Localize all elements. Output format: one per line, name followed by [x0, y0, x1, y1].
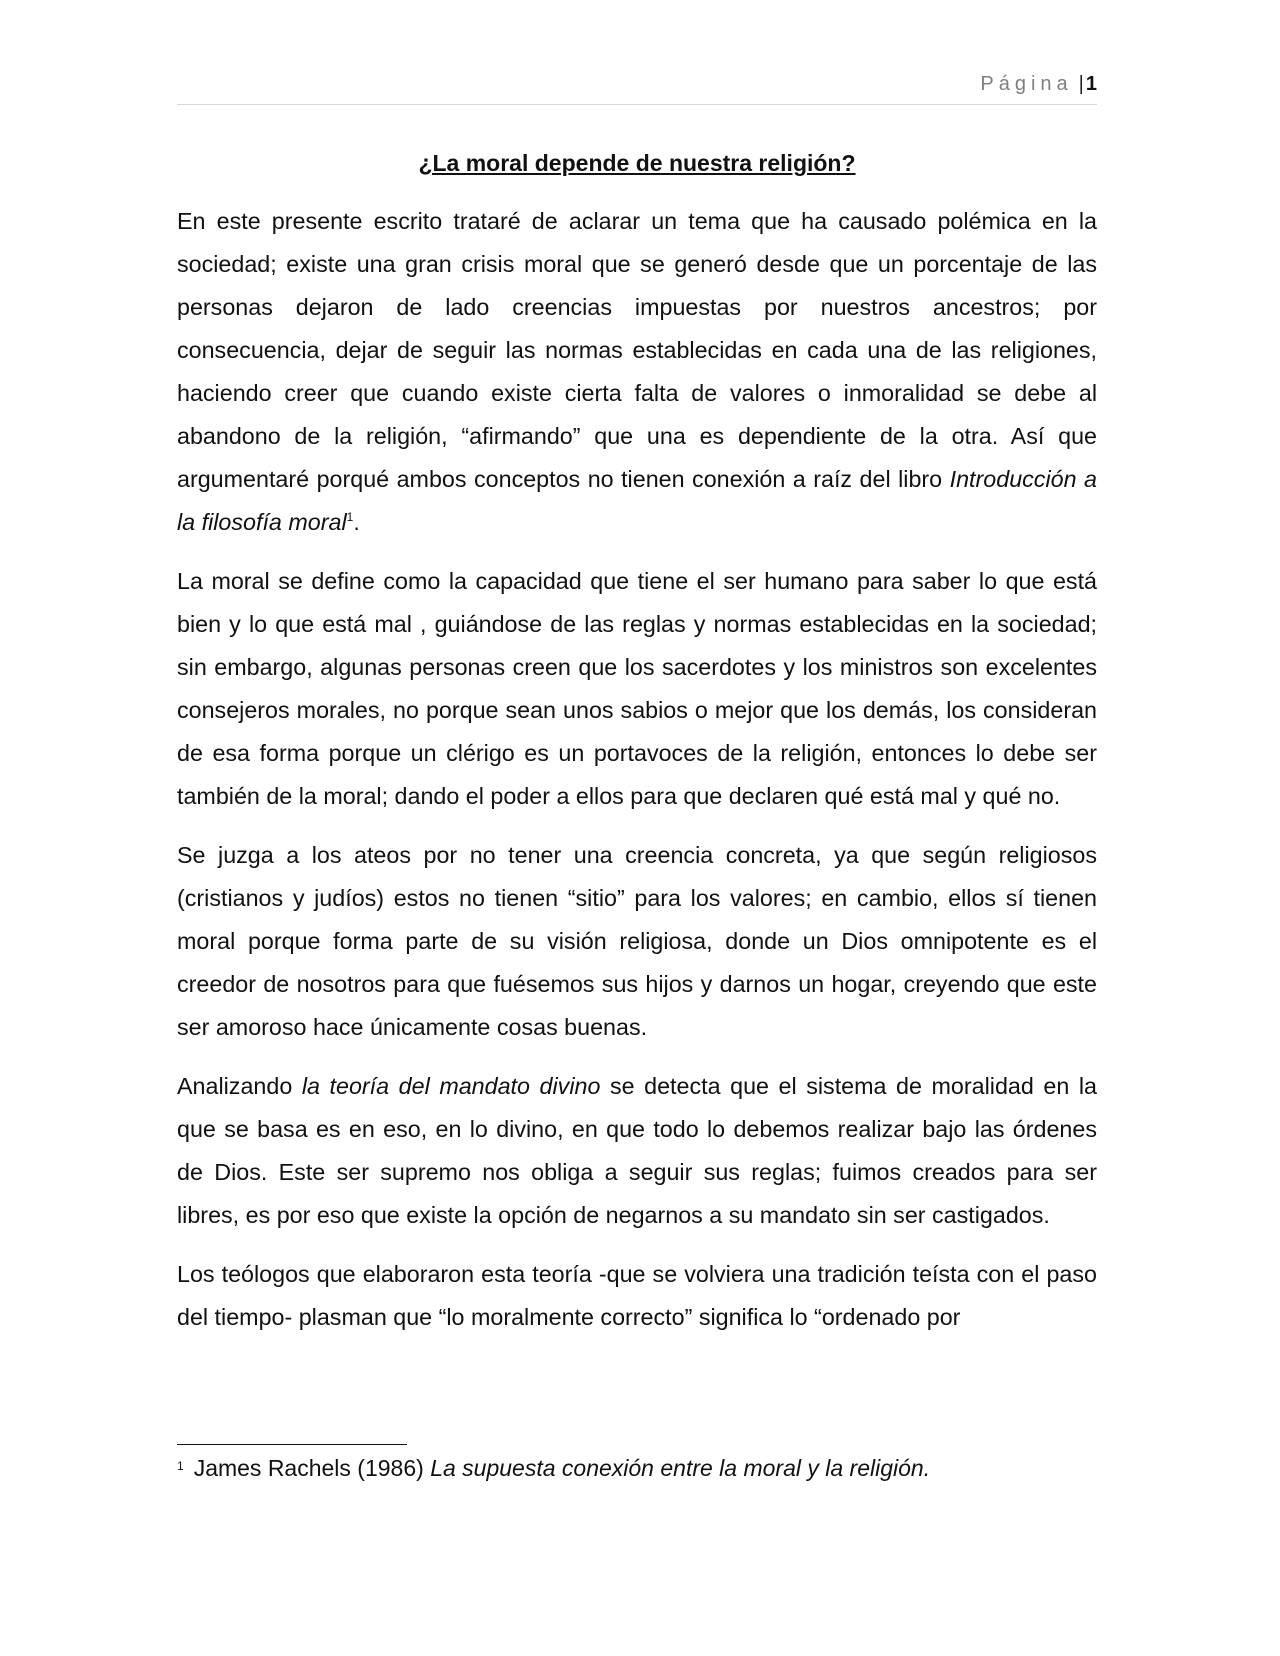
- footnote-work: La supuesta conexión entre la moral y la religión.: [430, 1455, 931, 1481]
- page-separator: |: [1078, 73, 1084, 95]
- paragraph-1: [177, 200, 1097, 544]
- page-number: 1: [1085, 73, 1097, 95]
- paragraph-4: [177, 1065, 1097, 1237]
- document-title: ¿La moral depende de nuestra religión?: [418, 150, 856, 176]
- footnote-reference[interactable]: 1: [346, 510, 354, 525]
- page-label: Página: [980, 73, 1073, 95]
- paragraph-5: Los teólogos que elaboraron esta teoría -que se volviera una tradición teísta con el paso del tiempo- plasman que “lo moralmente correcto” significa lo “ordenado por: [177, 1261, 1097, 1330]
- paragraph-4-lead: Analizando: [177, 1073, 302, 1099]
- page-header: [177, 70, 1097, 105]
- paragraph-2: La moral se define como la capacidad que tiene el ser humano para saber lo que está bien y lo que está mal , guiándose de las reglas y normas establecidas en la sociedad; sin embargo, algunas personas creen que los sacerdotes y los ministros son excelentes consejeros morales, no porque sean unos sabios o mejor que los demás, los consideran de esa forma porque un clérigo es un portavoces de la religión, entonces lo debe ser también de la moral; dando el poder a ellos para que declaren qué está mal y qué no.: [177, 568, 1097, 809]
- document-body: [177, 200, 1097, 1339]
- paragraph-1-end: .: [353, 509, 360, 535]
- paragraph-1-text: En este presente escrito trataré de aclarar un tema que ha causado polémica en la sociedad; existe una gran crisis moral que se generó desde que un porcentaje de las personas dejaron de lado creencias impuestas por nuestros ancestros; por consecuencia, dejar de seguir las normas establecidas en cada una de las religiones, haciendo creer que cuando existe cierta falta de valores o inmoralidad se debe al abandono de la religión, “afirmando” que una es dependiente de la otra. Así que argumentaré porqué ambos conceptos no tienen conexión a raíz del libro: [177, 208, 1097, 492]
- footnote-marker: 1: [177, 1459, 184, 1473]
- theory-name: la teoría del mandato divino: [301, 1073, 601, 1099]
- paragraph-4-rest: se detecta que el sistema de moralidad en la que se basa es en eso, en lo divino, en que todo lo debemos realizar bajo las órdenes de Dios. Este ser supremo nos obliga a seguir sus reglas; fuimos creados para ser libres, es por eso que existe la opción de negarnos a su mandato sin ser castigados.: [177, 1073, 1097, 1228]
- footnote-divider: [177, 1444, 407, 1445]
- footnote-author: James Rachels (1986): [193, 1455, 424, 1481]
- book-title: Introducción a la filosofía moral: [177, 466, 1097, 535]
- paragraph-3: Se juzga a los ateos por no tener una creencia concreta, ya que según religiosos (cristianos y judíos) estos no tienen “sitio” para los valores; en cambio, ellos sí tienen moral porque forma parte de su visión religiosa, donde un Dios omnipotente es el creedor de nosotros para que fuésemos sus hijos y darnos un hogar, creyendo que este ser amoroso hace únicamente cosas buenas.: [177, 842, 1097, 1040]
- footnote: [177, 1452, 1097, 1484]
